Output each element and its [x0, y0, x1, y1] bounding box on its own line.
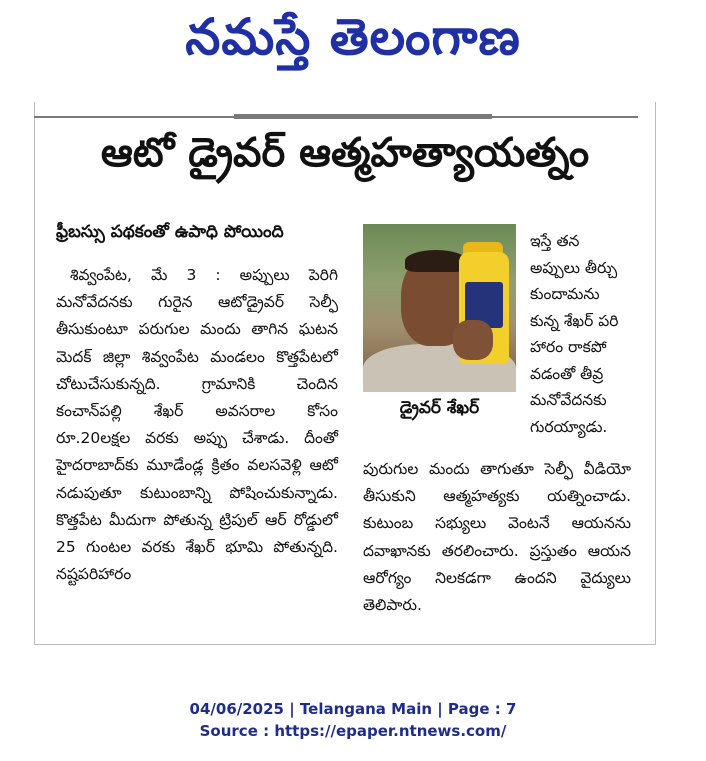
right-narrow-line: గురయ్యాడు.: [530, 417, 608, 436]
footer-source-link[interactable]: Source : https://epaper.ntnews.com/: [199, 722, 507, 740]
right-narrow-line: మనోవేదనకు: [530, 391, 607, 409]
photo-hand: [453, 320, 493, 360]
photo-hair: [405, 250, 467, 272]
right-narrow-line: అప్పులు తీర్చు: [530, 258, 618, 277]
article-subheadline: ఫ్రీబస్సు పథకంతో ఉపాధి పోయింది: [56, 222, 284, 242]
footer: [0, 698, 706, 742]
newspaper-masthead: నమస్తే తెలంగాణ: [185, 8, 521, 66]
right-narrow-line: హారం రాకపో: [530, 338, 607, 356]
article-headline: ఆటో డ్రైవర్ ఆత్మహత్యాయత్నం: [100, 130, 590, 176]
driver-photo: [363, 224, 516, 392]
top-rule-right: [492, 116, 638, 118]
photo-caption: డ్రైవర్ శేఖర్: [399, 398, 480, 418]
right-narrow-line: కుందామను: [530, 285, 600, 303]
article-body-left-column: శివ్వంపేట, మే 3 : అప్పులు పెరిగి మనోవేదనకు గురైన ఆటోడ్రైవర్ సెల్ఫీ తీసుకుంటూ పరుగుల మందు తాగిన ఘటన మెదక్ జిల్లా శివ్వంపేట మండలం కొత్తపేటలో చోటుచేసుకున్నది. గ్రామానికి చెందిన కంచాన్‌పల్లి శేఖర్ అవసరాల కోసం రూ.20లక్షల వరకు అప్పు చేశాడు. దీంతో హైదరాబాద్‌కు మూడేండ్ల క్రితం వలసవెళ్లి ఆటో నడుపుతూ కుటుంబాన్ని పోషించుకున్నాడు. కొత్తపేట మీదుగా పోతున్న ట్రిపుల్ ఆర్ రోడ్డులో 25 గుంటల వరకు శేఖర్ భూమి పోతున్నది. నష్టపరిహారం: [56, 266, 338, 584]
right-narrow-line: వడంతో తీవ్ర: [530, 364, 604, 383]
right-narrow-line: కున్న శేఖర్ పరి: [530, 311, 619, 330]
right-narrow-line: ఇస్తే తన: [530, 232, 580, 250]
top-rule-left: [34, 116, 234, 118]
article-body-right-wide: పురుగుల మందు తాగుతూ సెల్ఫీ వీడియో తీసుకుని ఆత్మహత్యకు యత్నించాడు. కుటుంబ సభ్యులు వెంటనే ఆయనను దవాఖానకు తరలించారు. ప్రస్తుతం ఆయన ఆరోగ్యం నిలకడగా ఉందని వైద్యులు తెలిపారు.: [363, 460, 631, 615]
article-body-right-narrow: [530, 228, 622, 440]
footer-date-edition-page: 04/06/2025 | Telangana Main | Page : 7: [189, 700, 517, 718]
top-rule-center: [234, 114, 492, 119]
